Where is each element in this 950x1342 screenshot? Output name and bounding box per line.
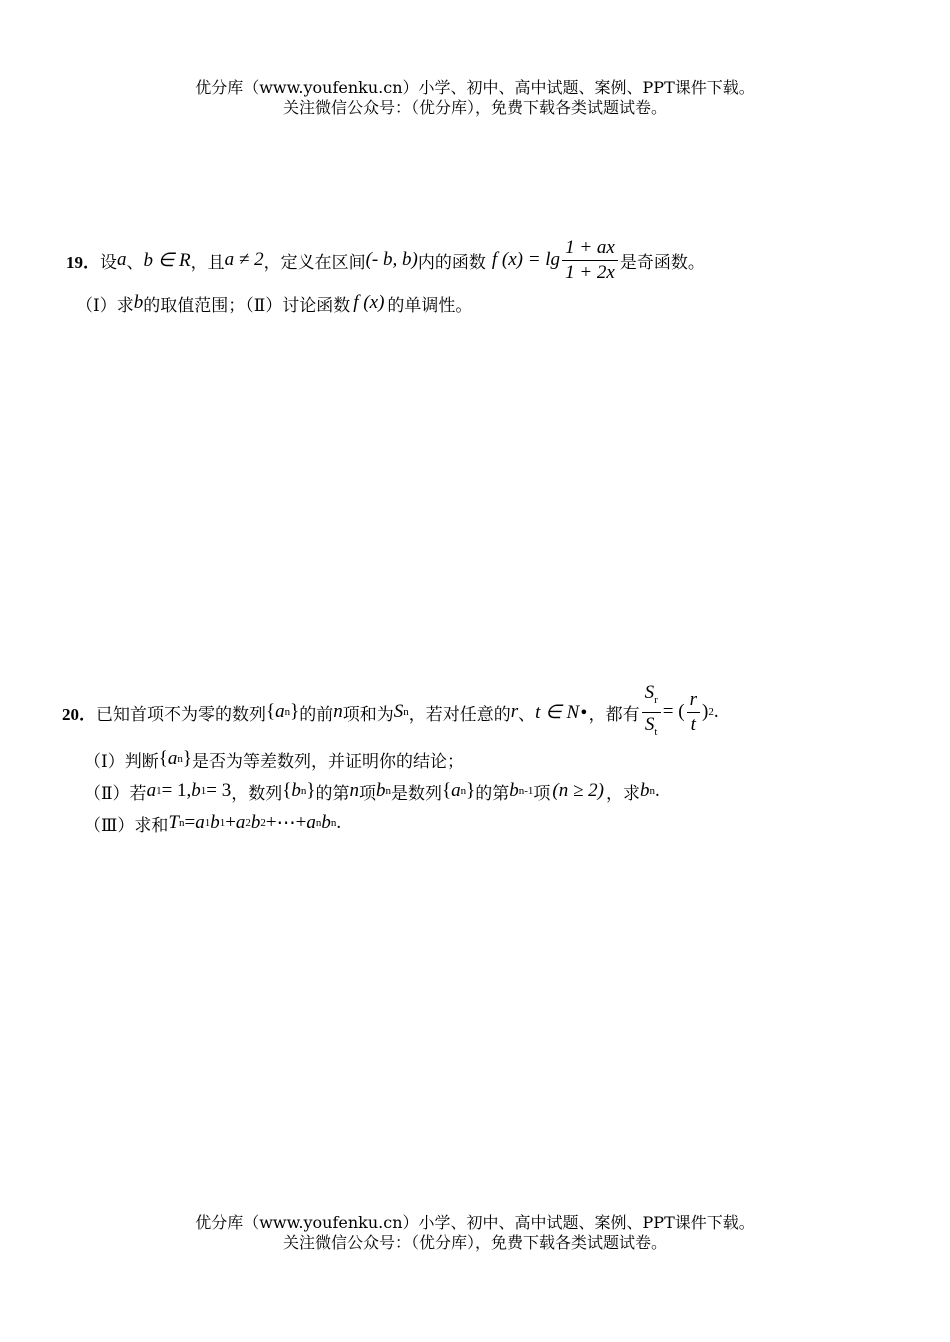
fraction-numerator: r	[689, 688, 697, 710]
math-b: b	[376, 780, 386, 801]
subscript: n	[460, 785, 467, 797]
subscript: 1	[219, 817, 226, 829]
header-line-1: 优分库（www.youfenku.cn）小学、初中、高中试题、案例、PPT课件下载。	[195, 78, 755, 97]
problem-number: 20．	[62, 704, 96, 724]
problem-number: 19．	[66, 252, 100, 272]
subscript: n	[649, 785, 656, 797]
period: .	[713, 701, 719, 722]
footer-line-1: 优分库（www.youfenku.cn）小学、初中、高中试题、案例、PPT课件下载。	[195, 1213, 755, 1232]
period: .	[655, 780, 660, 801]
footer-line-2: 关注微信公众号：（优分库），免费下载各类试题试卷。	[282, 1233, 667, 1252]
superscript-star: •	[579, 702, 589, 722]
subscript: n-1	[518, 785, 534, 797]
fraction-numerator: $S_r$	[644, 681, 658, 706]
problem-20-part-3	[84, 809, 341, 837]
problem-20-part-2	[84, 777, 660, 805]
math-eq: =	[184, 812, 196, 833]
math-plus: +	[225, 812, 236, 833]
math-a: a	[195, 812, 205, 833]
math-b: b	[321, 812, 331, 833]
text: 已知首项不为零的数列	[96, 704, 266, 725]
subscript: n	[284, 706, 291, 718]
text: ，求	[606, 783, 641, 804]
math-plus: +	[295, 812, 307, 833]
math-fraction-r-t	[687, 688, 700, 737]
text: 是否为等差数列，并证明你的结论；	[191, 751, 464, 772]
problem-19-statement	[66, 233, 705, 287]
text: ，都有	[588, 704, 640, 725]
math-paren: )	[701, 701, 709, 722]
text: 项和为	[342, 704, 394, 725]
math-fraction-Sr-St	[642, 681, 661, 744]
math-a-neq-2: a ≠ 2	[224, 249, 264, 270]
math-a: a	[146, 780, 157, 801]
brace: }	[290, 701, 300, 722]
math-n: n	[349, 780, 359, 801]
superscript: 2	[708, 706, 714, 718]
math-fx: f (x) = lg	[491, 249, 561, 270]
text: ，若对任意的	[408, 704, 511, 725]
math-a: a	[117, 249, 127, 270]
subscript: 1	[156, 785, 162, 797]
text: （Ⅰ）求	[76, 295, 134, 316]
brace: }	[182, 748, 192, 769]
text: 内的函数	[417, 252, 486, 273]
brace: {	[282, 780, 292, 801]
math-b: b	[640, 780, 650, 801]
problem-20-part-1	[84, 745, 464, 773]
text: ，且	[190, 252, 225, 273]
text: （Ⅰ）判断	[84, 751, 159, 772]
math-b: b	[133, 292, 144, 313]
subscript: n	[300, 785, 307, 797]
math-b: b	[191, 780, 201, 801]
math-a: a	[451, 780, 461, 801]
brace: }	[306, 780, 316, 801]
math-b: b	[210, 812, 220, 833]
math-n-geq-2: (n ≥ 2)	[552, 780, 605, 801]
text: 设	[100, 252, 117, 273]
text: 、	[518, 704, 536, 725]
page-header	[0, 78, 950, 118]
math-eq: = (	[662, 701, 685, 722]
text: 的第	[315, 783, 350, 804]
math-r: r	[510, 701, 519, 722]
text: 、	[126, 252, 144, 273]
text: 项	[359, 783, 376, 804]
math-b-in-R: b ∈ R	[143, 249, 191, 271]
subscript: n	[315, 817, 322, 829]
subscript: n	[403, 706, 409, 718]
subscript: n	[177, 753, 183, 765]
subscript: 2	[260, 817, 266, 829]
math-dots: ⋯	[276, 812, 296, 834]
text: 是奇函数。	[619, 252, 705, 273]
subscript: n	[178, 817, 185, 829]
math-fx: f (x)	[353, 292, 385, 313]
text: 的第	[475, 783, 510, 804]
brace: {	[266, 701, 276, 722]
math-interval: (- b, b)	[365, 249, 418, 270]
math-fraction	[562, 236, 618, 285]
text: 的前	[299, 704, 334, 725]
subscript: n	[385, 785, 391, 797]
text: ，定义在区间	[263, 252, 366, 273]
math-eq: = 1,	[161, 780, 192, 801]
math-b: b	[509, 780, 519, 801]
period: .	[336, 812, 342, 833]
math-a: a	[167, 748, 178, 769]
math-a: a	[235, 812, 246, 833]
fraction-denominator: $S_t$	[644, 713, 658, 738]
math-T: T	[168, 812, 179, 833]
subscript: 1	[204, 817, 211, 829]
math-b: b	[291, 780, 301, 801]
fraction-numerator: 1 + ax	[565, 236, 615, 258]
subscript: n	[330, 817, 337, 829]
math-plus: +	[265, 812, 277, 833]
text: （Ⅲ）求和	[84, 815, 169, 836]
text: 是数列	[391, 783, 442, 804]
header-line-2: 关注微信公众号：（优分库），免费下载各类试题试卷。	[282, 98, 667, 117]
brace: }	[466, 780, 476, 801]
fraction-denominator: t	[690, 713, 696, 735]
page-footer	[0, 1213, 950, 1253]
subscript: 1	[200, 785, 207, 797]
math-a: a	[306, 812, 316, 833]
text: 项	[533, 783, 551, 804]
text: ，数列	[231, 783, 283, 804]
text: 的取值范围；（Ⅱ）讨论函数	[143, 295, 351, 316]
math-S: S	[393, 701, 404, 722]
text: （Ⅱ）若	[84, 783, 147, 804]
math-a: a	[275, 701, 285, 722]
math-t-in-N: t ∈ N	[535, 701, 580, 723]
problem-19-parts	[76, 290, 472, 316]
math-eq: = 3	[206, 780, 232, 801]
brace: {	[158, 748, 168, 769]
subscript: 2	[245, 817, 251, 829]
problem-20-statement	[62, 681, 719, 740]
fraction-denominator: 1 + 2x	[565, 261, 615, 283]
text: 的单调性。	[387, 295, 473, 316]
math-n: n	[333, 701, 343, 722]
brace: {	[442, 780, 452, 801]
math-b: b	[250, 812, 261, 833]
